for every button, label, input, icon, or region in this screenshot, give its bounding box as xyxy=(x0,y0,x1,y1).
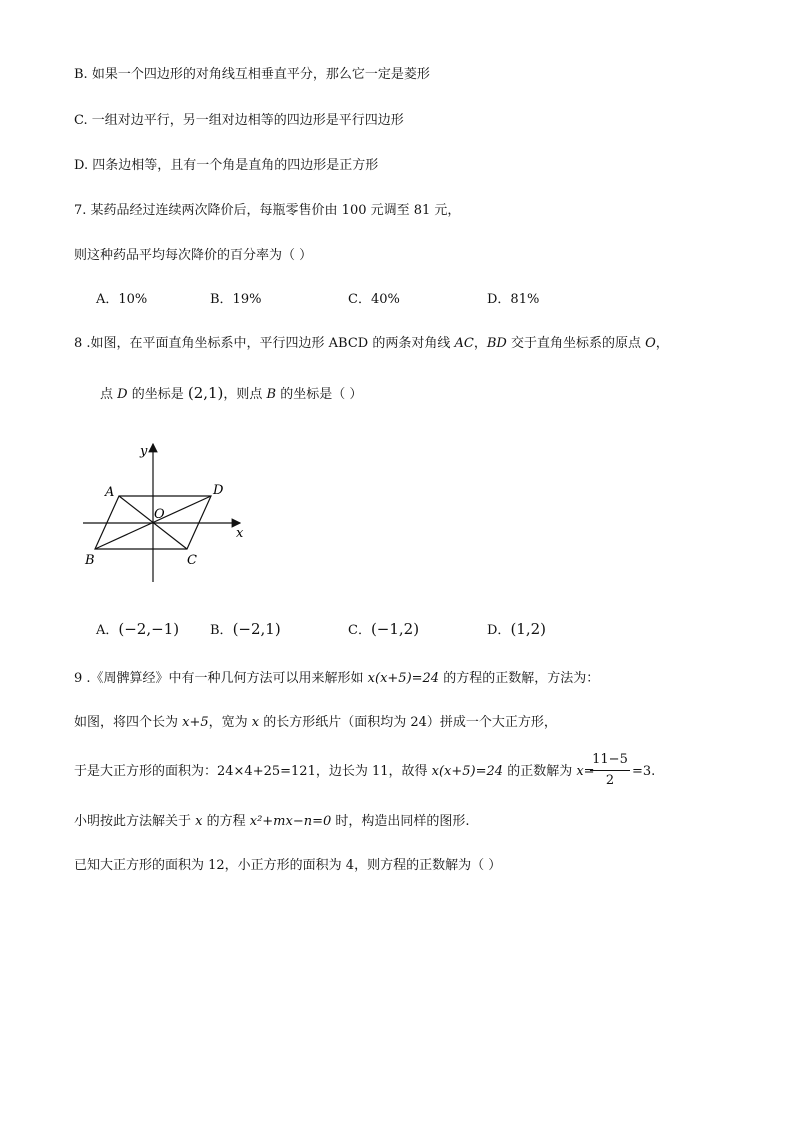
q8-stem-text-b: 交于直角坐标系的原点 xyxy=(506,336,646,351)
q8-option-d: D．(1,2) xyxy=(487,620,546,638)
q9-result: =3. xyxy=(632,764,656,779)
q8-stem-text-c: ， xyxy=(655,336,669,351)
q9-fraction-numerator: 11−5 xyxy=(592,752,628,767)
q8-sep: ， xyxy=(473,336,487,351)
q7-option-b: B．19% xyxy=(210,292,262,307)
q8-option-a: A．(−2,−1) xyxy=(96,620,180,638)
q8-stem-line1 xyxy=(74,335,669,353)
q8-option-b: B．(−2,1) xyxy=(210,620,281,638)
q8-line2-d: 的坐标是（ ） xyxy=(276,387,363,402)
q6-option-b: B. 如果一个四边形的对角线互相垂直平分，那么它一定是菱形 xyxy=(74,67,430,82)
q8-d: D xyxy=(117,387,128,402)
q9-fraction-denominator: 2 xyxy=(605,773,615,788)
q9-stem-line4: 小明按此方法解关于 x 的方程 x²+mx−n=0 时，构造出同样的图形. xyxy=(74,814,470,829)
q7-option-d: D．81% xyxy=(487,292,540,307)
q8-stem-line2 xyxy=(100,384,362,404)
label-y: y xyxy=(140,444,148,459)
q8-parallelogram-figure xyxy=(75,436,255,586)
q7-stem-line1: 7. 某药品经过连续两次降价后，每瓶零售价由 100 元调至 81 元， xyxy=(74,203,461,218)
q7-stem-line2: 则这种药品平均每次降价的百分率为（ ） xyxy=(74,248,313,263)
q8-stem-text-a: 8 .如图，在平面直角坐标系中，平行四边形 ABCD 的两条对角线 xyxy=(74,336,455,351)
q8-coord: (2,1) xyxy=(187,384,224,402)
q9-stem-line2: 如图，将四个长为 x+5，宽为 x 的长方形纸片（面积均为 24）拼成一个大正方形， xyxy=(74,715,557,730)
q6-option-c: C. 一组对边平行，另一组对边相等的四边形是平行四边形 xyxy=(74,113,404,128)
q9-stem-line3: 于是大正方形的面积为：24×4+25=121，边长为 11，故得 x(x+5)=24 的正数解为 x= xyxy=(74,764,595,779)
q6-option-d: D. 四条边相等，且有一个角是直角的四边形是正方形 xyxy=(74,158,379,173)
label-b: B xyxy=(85,553,95,568)
label-d: D xyxy=(213,483,224,498)
q7-option-c: C．40% xyxy=(348,292,400,307)
q9-fraction-bar xyxy=(590,770,630,771)
label-x: x xyxy=(236,526,244,541)
q8-b: B xyxy=(266,387,277,402)
q8-line2-c: ，则点 xyxy=(223,387,267,402)
label-a: A xyxy=(105,485,115,500)
label-o: O xyxy=(154,507,165,522)
q7-option-a: A．10% xyxy=(96,292,148,307)
q9-stem-line1: 9 .《周髀算经》中有一种几何方法可以用来解形如 x(x+5)=24 的方程的正数解，方法为： xyxy=(74,671,600,686)
q9-stem-line5: 已知大正方形的面积为 12，小正方形的面积为 4，则方程的正数解为（ ） xyxy=(74,858,502,873)
label-c: C xyxy=(187,553,197,568)
q8-line2-b: 的坐标是 xyxy=(127,387,188,402)
q8-o: O xyxy=(645,336,656,351)
q8-ac: AC xyxy=(454,336,474,351)
q8-option-c: C．(−1,2) xyxy=(348,620,420,638)
q8-line2-a: 点 xyxy=(100,387,118,402)
q8-bd: BD xyxy=(486,336,507,351)
